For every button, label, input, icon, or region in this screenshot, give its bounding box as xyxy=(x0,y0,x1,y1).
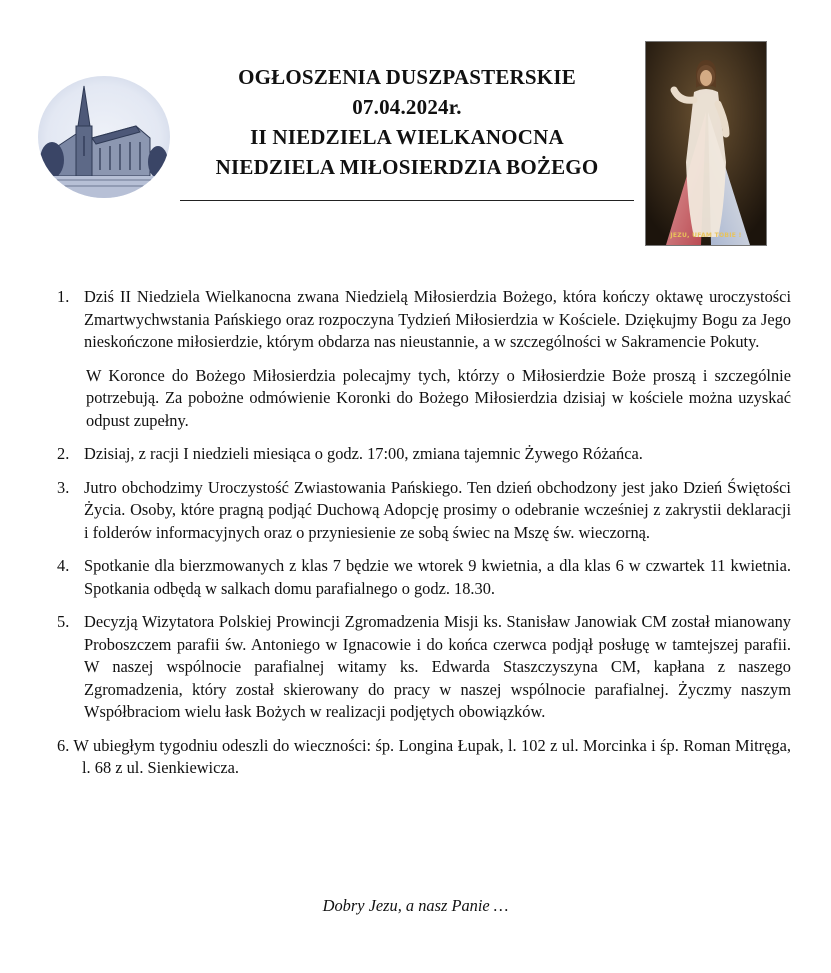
list-item xyxy=(57,286,791,354)
image-caption: JEZU, UFAM TOBIE ! xyxy=(670,232,742,239)
title-line-sunday: II NIEDZIELA WIELKANOCNA xyxy=(250,125,564,149)
title-divider xyxy=(180,200,634,201)
page-header xyxy=(0,0,831,260)
title-line-date: 07.04.2024r. xyxy=(352,95,462,119)
item-number: 5. xyxy=(57,612,70,631)
item-number: 6. xyxy=(57,735,70,755)
list-item xyxy=(57,555,791,600)
item-text: W ubiegłym tygodniu odeszli do wieczności: śp. Longina Łupak, l. 102 z ul. Morcinka i śp. Roman Mitręga, l. 68 z ul. Sienkiewicza. xyxy=(73,735,791,777)
title-line-feast: NIEDZIELA MIŁOSIERDZIA BOŻEGO xyxy=(215,155,599,179)
item-number: 1. xyxy=(57,287,70,306)
list-item-continuation: W Koronce do Bożego Miłosierdzia polecajmy tych, którzy o Miłosierdzie Boże proszą i szczególnie potrzebują. Za pobożne odmówienie Koronki do Bożego Miłosierdzia dzisiaj w kościele można uzyskać odpust zupełny. xyxy=(86,365,791,430)
church-illustration xyxy=(38,76,170,198)
closing-line: Dobry Jezu, a nasz Panie … xyxy=(322,896,509,915)
item-text: Jutro obchodzimy Uroczystość Zwiastowania Pańskiego. Ten dzień obchodzony jest jako Dzień Świętości Życia. Osoby, które pragną podjąć Duchową Adopcję prosimy o odebranie wcześniej z zakrystii deklaracji i folderów informacyjnych oraz o przyniesienie ze sobą świec na Mszę św. wieczorną. xyxy=(84,477,791,542)
item-text: Dziś II Niedziela Wielkanocna zwana Niedzielą Miłosierdzia Bożego, która kończy oktawę uroczystości Zmartwychwstania Pańskiego oraz rozpoczyna Tydzień Miłosierdzia w Kościele. Dziękujmy Bogu za Jego nieskończone miłosierdzie, którym obdarza nas nieustannie, a w szczególności w Sakramencie Pokuty. xyxy=(84,287,791,351)
list-item xyxy=(57,735,791,780)
divine-mercy-painting xyxy=(646,42,766,245)
list-item xyxy=(57,477,791,545)
divine-mercy-image xyxy=(645,41,767,246)
item-text: Dzisiaj, z racji I niedzieli miesiąca o godz. 17:00, zmiana tajemnic Żywego Różańca. xyxy=(84,444,643,463)
item-number: 3. xyxy=(57,477,70,497)
item-text: Decyzją Wizytatora Polskiej Prowincji Zgromadzenia Misji ks. Stanisław Janowiak CM został mianowany Proboszczem parafii św. Antoniego w Ignacowie i do końca czerwca podjął posługę w tamtejszej parafii. W naszej wspólnocie parafialnej witamy ks. Edwarda Staszczyszyna CM, kapłana z naszego Zgromadzenia, który został skierowany do pracy w naszej wspólnocie parafialnej. Życzmy naszym Współbraciom wielu łask Bożych w realizacji podjętych obowiązków. xyxy=(84,612,791,721)
list-item xyxy=(57,443,791,466)
list-item xyxy=(57,611,791,724)
item-number: 4. xyxy=(57,556,70,575)
announcement-title xyxy=(180,62,634,182)
church-drawing xyxy=(38,76,170,198)
item-text: Spotkanie dla bierzmowanych z klas 7 będzie we wtorek 9 kwietnia, a dla klas 6 w czwartek 11 kwietnia. Spotkania odbędą w salkach domu parafialnego o godz. 18.30. xyxy=(84,556,791,598)
title-line-main: OGŁOSZENIA DUSZPASTERSKIE xyxy=(238,65,576,89)
announcements-list xyxy=(57,286,791,780)
item-number: 2. xyxy=(57,444,70,463)
